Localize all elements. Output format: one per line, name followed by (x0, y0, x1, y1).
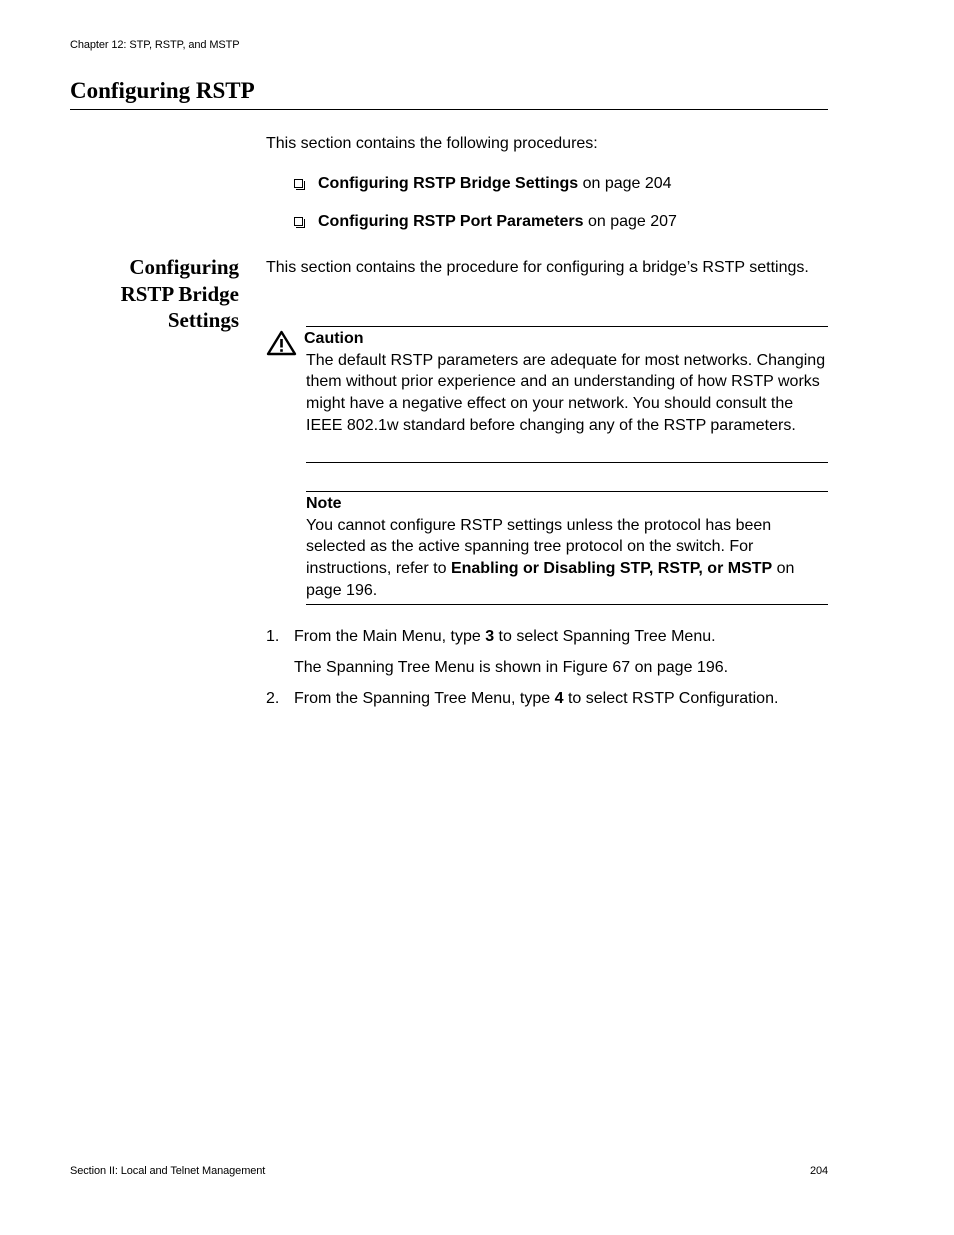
running-header: Chapter 12: STP, RSTP, and MSTP (70, 39, 240, 51)
procedure-item[interactable] (294, 173, 672, 195)
section-intro: This section contains the procedure for configuring a bridge’s RSTP settings. (266, 259, 809, 276)
step-result: The Spanning Tree Menu is shown in Figure 67 on page 196. (294, 659, 729, 676)
footer-section: Section II: Local and Telnet Management (70, 1165, 266, 1177)
note-box (306, 491, 828, 605)
step-key: 4 (554, 690, 564, 707)
step-text: to select RSTP Configuration. (563, 690, 779, 707)
note-title: Note (306, 495, 342, 512)
step-text: to select Spanning Tree Menu. (494, 628, 716, 645)
procedure-link[interactable]: Configuring RSTP Port Parameters (318, 213, 584, 230)
step-text: From the Spanning Tree Menu, type (294, 690, 555, 707)
step-number: 1. (266, 628, 280, 645)
section-heading-line: Settings (167, 308, 239, 332)
section-heading-line: RSTP Bridge (120, 281, 239, 306)
title-divider (70, 109, 828, 110)
procedure-item[interactable] (294, 211, 677, 233)
checkbox-bullet-icon (294, 217, 303, 226)
caution-box (306, 326, 828, 463)
note-link[interactable]: Enabling or Disabling STP, RSTP, or MSTP (450, 560, 773, 578)
section-heading (70, 254, 239, 334)
page-title: Configuring RSTP (70, 78, 255, 103)
step-number: 2. (266, 690, 280, 707)
caution-body: The default RSTP parameters are adequate for most networks. Changing them without prior experience and an understanding of how RSTP works might have a negative effect on your network. You should consult the IEEE 802.1w standard before changing any of the RSTP parameters. (306, 351, 826, 434)
procedure-page-ref: on page 207 (583, 213, 677, 230)
warning-triangle-icon (266, 330, 297, 356)
caution-title: Caution (304, 330, 364, 347)
procedures-intro: This section contains the following procedures: (266, 135, 598, 152)
procedure-link[interactable]: Configuring RSTP Bridge Settings (318, 175, 579, 192)
note-text: You cannot configure RSTP settings unless the protocol has been selected as the active spanning tree protocol on the switch. For instructions, refer to (306, 516, 772, 578)
note-page-ref: on page 196. (306, 560, 795, 599)
step-item (266, 688, 778, 710)
checkbox-bullet-icon (294, 179, 303, 188)
note-body (306, 515, 828, 602)
section-heading-line: Configuring (129, 255, 239, 279)
step-key: 3 (485, 628, 495, 645)
page-number: 204 (809, 1165, 828, 1177)
step-text: From the Main Menu, type (294, 628, 486, 645)
procedure-page-ref: on page 204 (578, 175, 672, 192)
step-item (266, 626, 716, 648)
